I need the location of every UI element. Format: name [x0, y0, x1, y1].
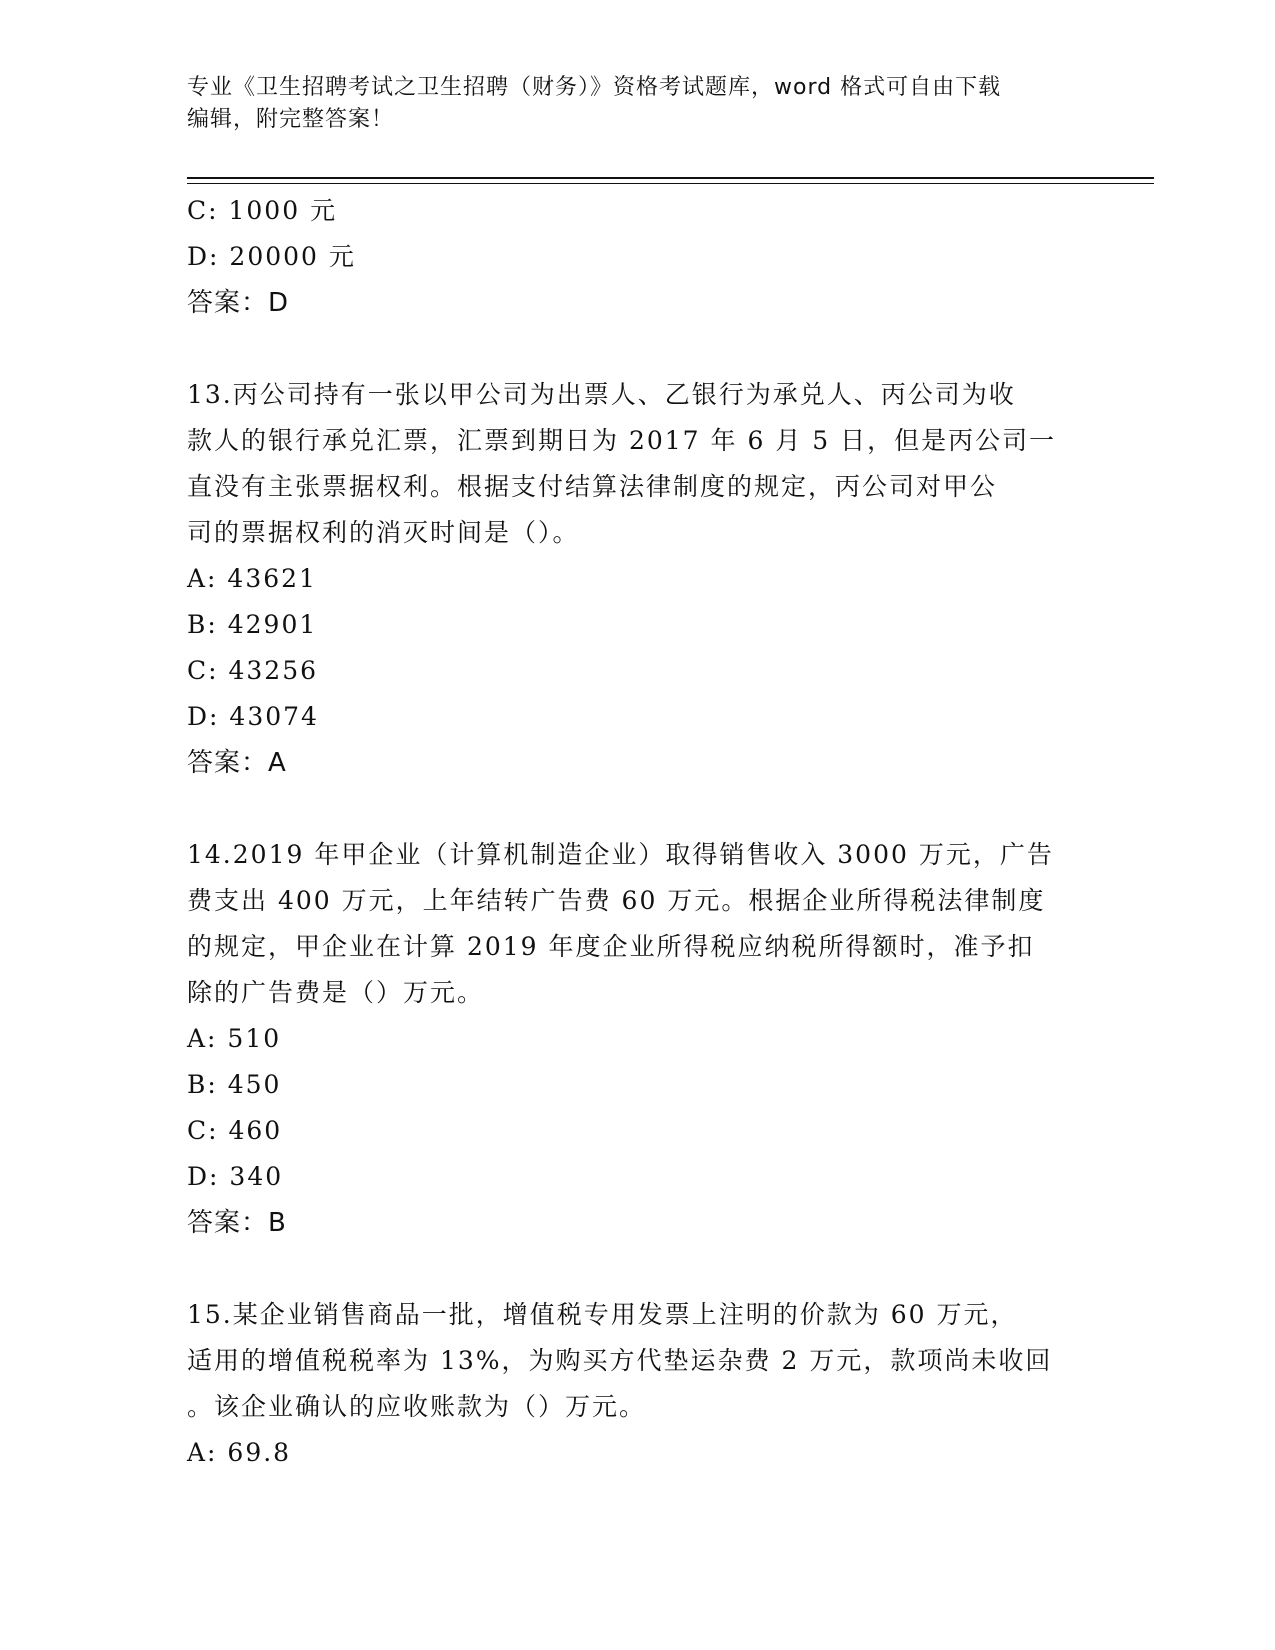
option-c: C: 460 [187, 1116, 283, 1145]
question-14 [187, 832, 1087, 1246]
prev-question [187, 188, 1087, 326]
option-d: D: 20000 元 [187, 242, 356, 271]
question-line: 费支出 400 万元，上年结转广告费 60 万元。根据企业所得税法律制度 [187, 886, 1046, 915]
option-a: A: 69.8 [187, 1438, 292, 1467]
question-text [187, 832, 1087, 1016]
question-line: 13.丙公司持有一张以甲公司为出票人、乙银行为承兑人、丙公司为收 [187, 380, 1016, 409]
option-d: D: 340 [187, 1162, 284, 1191]
option-a: A: 43621 [187, 564, 317, 593]
question-line: 15.某企业销售商品一批，增值税专用发票上注明的价款为 60 万元， [187, 1300, 1018, 1329]
question-13 [187, 372, 1087, 786]
answer-line: 答案：B [187, 1208, 287, 1238]
option-b: B: 42901 [187, 610, 318, 639]
question-line: 直没有主张票据权利。根据支付结算法律制度的规定，丙公司对甲公 [187, 472, 998, 501]
spacer [187, 1246, 1087, 1292]
option-b: B: 450 [187, 1070, 282, 1099]
header-rule-thin [187, 183, 1154, 184]
question-line: 14.2019 年甲企业（计算机制造企业）取得销售收入 3000 万元，广告 [187, 840, 1054, 869]
answer-line: 答案：D [187, 288, 290, 318]
document-body [187, 188, 1087, 1476]
question-text [187, 1292, 1087, 1430]
question-line: 司的票据权利的消灭时间是（）。 [187, 518, 580, 547]
question-line: 的规定，甲企业在计算 2019 年度企业所得税应纳税所得额时，准予扣 [187, 932, 1035, 961]
question-line: 款人的银行承兑汇票，汇票到期日为 2017 年 6 月 5 日，但是丙公司一 [187, 426, 1057, 455]
question-line: 适用的增值税税率为 13%，为购买方代垫运杂费 2 万元，款项尚未收回 [187, 1346, 1053, 1375]
spacer [187, 326, 1087, 372]
option-a: A: 510 [187, 1024, 282, 1053]
option-c: C: 43256 [187, 656, 319, 685]
question-15 [187, 1292, 1087, 1476]
question-line: 除的广告费是（）万元。 [187, 978, 485, 1007]
option-d: D: 43074 [187, 702, 319, 731]
header-rule-thick [187, 177, 1154, 179]
spacer [187, 786, 1087, 832]
question-line: 。该企业确认的应收账款为（）万元。 [187, 1392, 647, 1421]
document-header [187, 72, 1087, 136]
question-text [187, 372, 1087, 556]
answer-line: 答案：A [187, 748, 287, 778]
header-line-2: 编辑，附完整答案！ [187, 107, 395, 132]
header-line-1: 专业《卫生招聘考试之卫生招聘（财务）》资格考试题库，word 格式可自由下载 [187, 75, 1002, 100]
option-c: C: 1000 元 [187, 196, 338, 225]
